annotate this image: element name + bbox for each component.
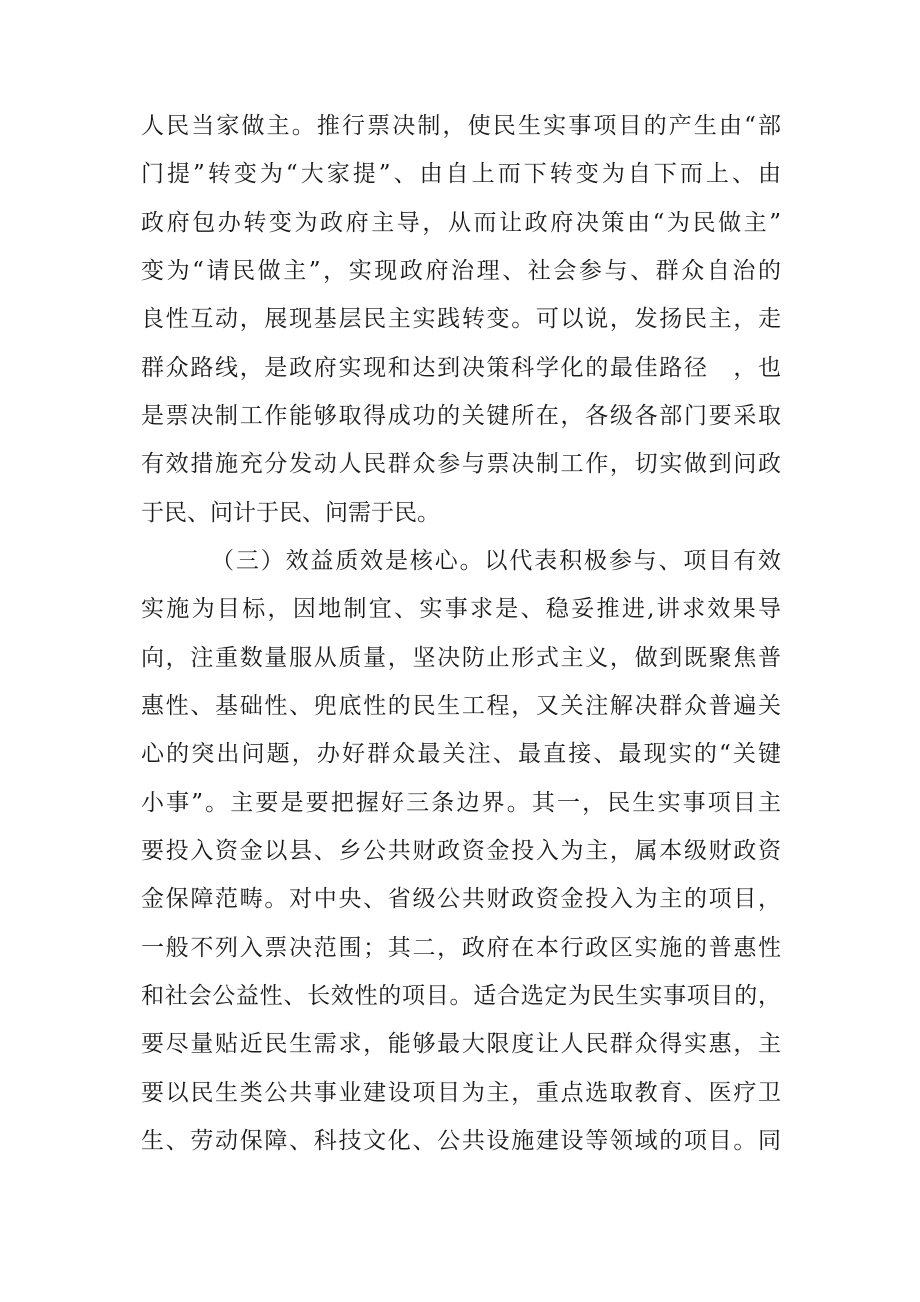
text-line: 于民、问计于民、问需于民。 xyxy=(141,500,440,526)
text-line: 实施为目标，因地制宜、实事求是、稳妥推进,讲求效果导 xyxy=(141,596,781,622)
text-line: 金保障范畴。对中央、省级公共财政资金投入为主的项目， xyxy=(141,886,781,912)
text-line: 心的突出问题，办好群众最关注、最直接、最现实的“关键 xyxy=(141,741,781,767)
text-line: 要尽量贴近民生需求，能够最大限度让人民群众得实惠，主 xyxy=(141,1031,781,1057)
text-line: 要投入资金以县、乡公共财政资金投入为主，属本级财政资 xyxy=(141,838,781,864)
text-line: 政府包办转变为政府主导，从而让政府决策由“为民做主” xyxy=(141,210,781,236)
text-line: 是票决制工作能够取得成功的关键所在，各级各部门要采取 xyxy=(141,403,781,429)
text-line: 良性互动，展现基层民主实践转变。可以说，发扬民主，走 xyxy=(141,306,781,332)
paragraph-heading-line: （三）效益质效是核心。以代表积极参与、项目有效 xyxy=(211,548,781,574)
text-line: 生、劳动保障、科技文化、公共设施建设等领域的项目。同 xyxy=(141,1128,781,1154)
text-line: 人民当家做主。推行票决制，使民生实事项目的产生由“部 xyxy=(141,113,781,139)
text-line: 小事”。主要是要把握好三条边界。其一，民生实事项目主 xyxy=(141,790,781,816)
text-line: 群众路线，是政府实现和达到决策科学化的最佳路径 ，也 xyxy=(141,355,781,381)
text-line: 有效措施充分发动人民群众参与票决制工作，切实做到问政 xyxy=(141,451,781,477)
text-line: 一般不列入票决范围；其二，政府在本行政区实施的普惠性 xyxy=(141,935,781,961)
text-line: 变为“请民做主”，实现政府治理、社会参与、群众自治的 xyxy=(141,258,781,284)
text-line: 向，注重数量服从质量，坚决防止形式主义，做到既聚焦普 xyxy=(141,645,781,671)
text-line: 惠性、基础性、兜底性的民生工程，又关注解决群众普遍关 xyxy=(141,693,781,719)
text-line: 门提”转变为“大家提”、由自上而下转变为自下而上、由 xyxy=(141,161,781,187)
text-line: 要以民生类公共事业建设项目为主，重点选取教育、医疗卫 xyxy=(141,1080,781,1106)
text-line: 和社会公益性、长效性的项目。适合选定为民生实事项目的， xyxy=(141,983,781,1009)
